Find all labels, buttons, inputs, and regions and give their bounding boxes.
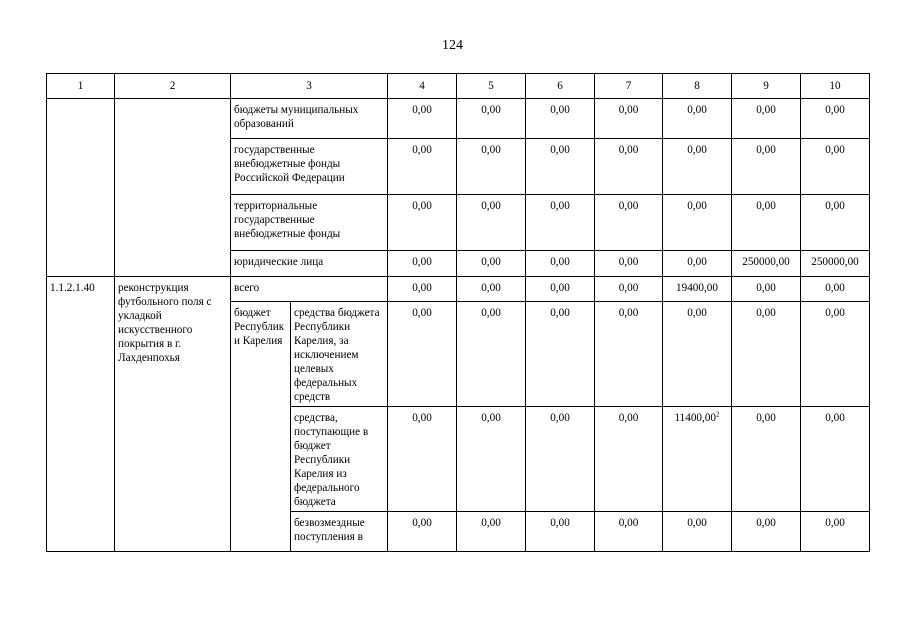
page-number: 124	[442, 38, 463, 53]
value-cell: 0,00	[595, 277, 663, 302]
column-header: 3	[231, 74, 388, 99]
value-cell: 0,00	[595, 139, 663, 195]
value-cell: 0,00	[801, 139, 870, 195]
value-cell: 250000,00	[801, 251, 870, 277]
value-cell: 0,00	[663, 195, 732, 251]
value-cell: 0,00	[801, 407, 870, 512]
value-cell: 0,00	[388, 277, 457, 302]
value-cell: 0,00	[526, 251, 595, 277]
item-name: реконструкция футбольного поля с укладкой искусственного покрытия в г. Лахденпохья	[115, 277, 231, 552]
value-cell: 0,00	[732, 512, 801, 552]
budget-label: бюджет Республики Карелия	[231, 302, 291, 552]
value-cell: 0,00	[732, 277, 801, 302]
table-row	[47, 277, 870, 302]
value-cell: 0,00	[457, 139, 526, 195]
value-cell: 0,00	[457, 195, 526, 251]
column-header: 1	[47, 74, 115, 99]
value-cell: 0,00	[388, 139, 457, 195]
value-cell: 0,00	[457, 302, 526, 407]
value-cell: 0,00	[388, 512, 457, 552]
value-cell: 0,00	[801, 512, 870, 552]
value-cell: 0,00	[388, 251, 457, 277]
value-cell: 0,00	[457, 277, 526, 302]
column-header: 9	[732, 74, 801, 99]
value-cell: 0,00	[595, 302, 663, 407]
value-cell: 0,00	[526, 302, 595, 407]
value-cell: 0,00	[663, 302, 732, 407]
value-cell: 0,00	[526, 195, 595, 251]
source-label: средства, поступающие в бюджет Республики Карелия из федерального бюджета	[291, 407, 388, 512]
column-header: 4	[388, 74, 457, 99]
value-cell: 0,00	[595, 251, 663, 277]
value-cell: 0,00	[663, 512, 732, 552]
column-header: 2	[115, 74, 231, 99]
value-cell: 0,00	[801, 277, 870, 302]
value-cell: 0,00	[801, 195, 870, 251]
value-cell: 0,00	[663, 139, 732, 195]
value-cell: 0,00	[732, 139, 801, 195]
value-cell: 0,00	[732, 195, 801, 251]
value-cell: 0,00	[388, 302, 457, 407]
value-cell: 0,00	[526, 99, 595, 139]
value-cell: 0,00	[732, 302, 801, 407]
source-label: средства бюджета Республики Карелия, за исключением целевых федеральных средств	[291, 302, 388, 407]
value-cell: 0,00	[732, 407, 801, 512]
value-cell: 0,00	[801, 99, 870, 139]
footnote-marker: 2	[716, 410, 720, 419]
empty-name-cell	[115, 99, 231, 277]
value-cell: 0,00	[388, 195, 457, 251]
column-header: 7	[595, 74, 663, 99]
value-cell: 0,00	[388, 407, 457, 512]
value-cell: 0,00	[457, 512, 526, 552]
value-cell: 0,00	[663, 251, 732, 277]
value-cell: 0,00	[526, 139, 595, 195]
budget-table	[46, 73, 870, 552]
value-cell: 0,00	[595, 407, 663, 512]
value-cell: 0,00	[526, 512, 595, 552]
source-label: юридические лица	[231, 251, 388, 277]
value-cell: 0,00	[732, 99, 801, 139]
table-row	[47, 99, 870, 139]
empty-code-cell	[47, 99, 115, 277]
header-row	[47, 74, 870, 99]
column-header: 6	[526, 74, 595, 99]
value-cell: 0,00	[526, 407, 595, 512]
source-label: территориальные государственные внебюджетные фонды	[231, 195, 388, 251]
column-header: 10	[801, 74, 870, 99]
value-cell	[663, 407, 732, 512]
value-text: 11400,00	[674, 412, 717, 424]
value-cell: 0,00	[595, 99, 663, 139]
total-label: всего	[231, 277, 388, 302]
value-cell: 0,00	[457, 99, 526, 139]
column-header: 8	[663, 74, 732, 99]
value-cell: 0,00	[663, 99, 732, 139]
source-label: бюджеты муниципальных образований	[231, 99, 388, 139]
value-cell: 0,00	[457, 251, 526, 277]
value-cell: 19400,00	[663, 277, 732, 302]
value-cell: 0,00	[595, 195, 663, 251]
column-header: 5	[457, 74, 526, 99]
value-cell: 0,00	[801, 302, 870, 407]
value-cell: 0,00	[595, 512, 663, 552]
value-cell: 250000,00	[732, 251, 801, 277]
value-cell: 0,00	[388, 99, 457, 139]
item-code: 1.1.2.1.40	[47, 277, 115, 552]
value-cell: 0,00	[526, 277, 595, 302]
source-label: государственные внебюджетные фонды Российской Федерации	[231, 139, 388, 195]
value-cell: 0,00	[457, 407, 526, 512]
source-label: безвозмездные поступления в	[291, 512, 388, 552]
